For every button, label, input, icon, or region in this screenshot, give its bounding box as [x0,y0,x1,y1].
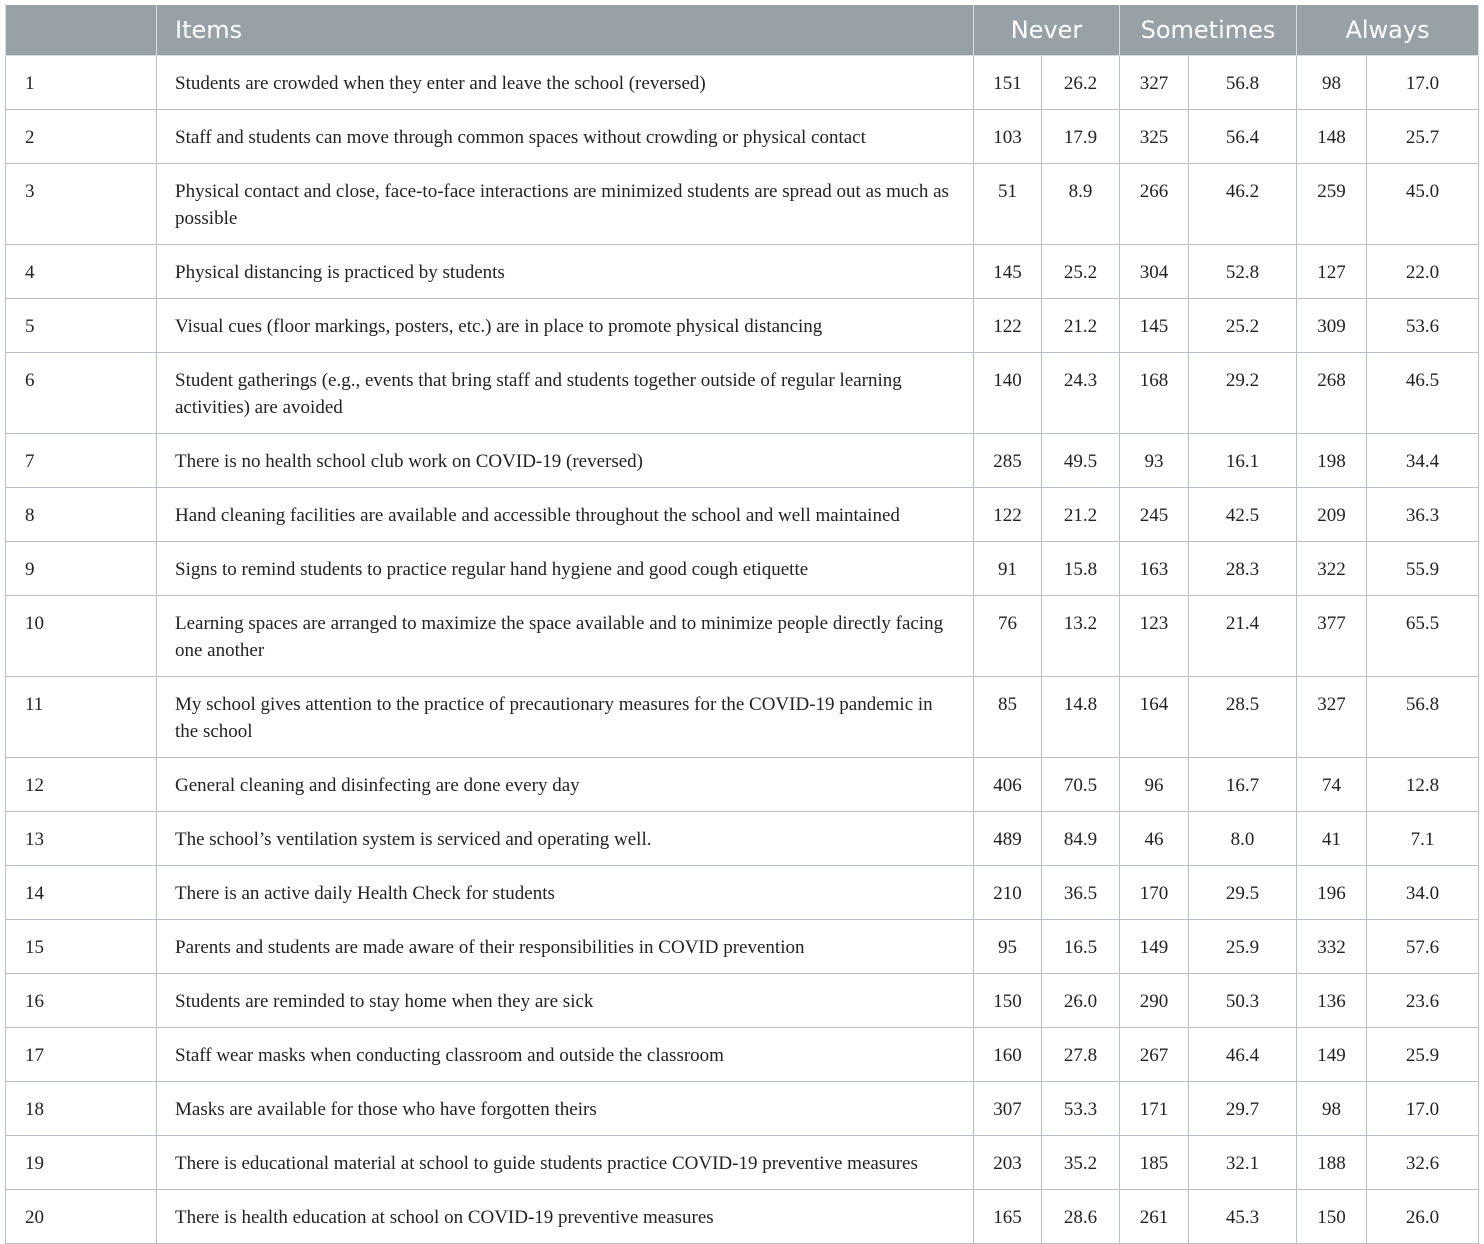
row-number: 1 [6,56,157,110]
sometimes-percent: 29.2 [1189,353,1297,434]
always-count: 98 [1297,56,1367,110]
row-number: 5 [6,299,157,353]
sometimes-percent: 56.8 [1189,56,1297,110]
always-percent: 23.6 [1367,974,1479,1028]
always-count: 98 [1297,1082,1367,1136]
always-count: 327 [1297,677,1367,758]
table-header [6,5,1479,56]
always-percent: 34.4 [1367,434,1479,488]
never-percent: 24.3 [1042,353,1120,434]
row-item-text: There is educational material at school to guide students practice COVID-19 preventive measures [157,1136,974,1190]
never-percent: 8.9 [1042,164,1120,245]
never-percent: 27.8 [1042,1028,1120,1082]
always-count: 41 [1297,812,1367,866]
never-percent: 84.9 [1042,812,1120,866]
always-percent: 26.0 [1367,1190,1479,1244]
sometimes-percent: 52.8 [1189,245,1297,299]
survey-table-container [5,5,1478,1244]
never-percent: 53.3 [1042,1082,1120,1136]
never-percent: 21.2 [1042,488,1120,542]
header-items: Items [157,5,974,56]
table-row [6,56,1479,110]
table-row [6,110,1479,164]
row-number: 4 [6,245,157,299]
row-number: 18 [6,1082,157,1136]
never-count: 203 [974,1136,1042,1190]
header-sometimes: Sometimes [1120,5,1297,56]
header-never: Never [974,5,1120,56]
never-percent: 26.0 [1042,974,1120,1028]
row-item-text: Parents and students are made aware of their responsibilities in COVID prevention [157,920,974,974]
row-item-text: Student gatherings (e.g., events that bring staff and students together outside of regular learning activities) are avoided [157,353,974,434]
row-number: 12 [6,758,157,812]
never-count: 85 [974,677,1042,758]
always-count: 332 [1297,920,1367,974]
never-count: 150 [974,974,1042,1028]
row-number: 15 [6,920,157,974]
row-item-text: Signs to remind students to practice regular hand hygiene and good cough etiquette [157,542,974,596]
always-percent: 36.3 [1367,488,1479,542]
row-number: 9 [6,542,157,596]
row-number: 16 [6,974,157,1028]
sometimes-percent: 56.4 [1189,110,1297,164]
never-count: 76 [974,596,1042,677]
never-count: 122 [974,488,1042,542]
row-number: 6 [6,353,157,434]
table-row [6,542,1479,596]
row-number: 11 [6,677,157,758]
never-percent: 70.5 [1042,758,1120,812]
sometimes-count: 145 [1120,299,1189,353]
sometimes-count: 96 [1120,758,1189,812]
sometimes-percent: 21.4 [1189,596,1297,677]
always-count: 196 [1297,866,1367,920]
always-count: 198 [1297,434,1367,488]
never-count: 103 [974,110,1042,164]
always-count: 268 [1297,353,1367,434]
row-number: 2 [6,110,157,164]
always-count: 377 [1297,596,1367,677]
sometimes-percent: 42.5 [1189,488,1297,542]
table-row [6,677,1479,758]
row-item-text: Masks are available for those who have forgotten theirs [157,1082,974,1136]
sometimes-count: 327 [1120,56,1189,110]
always-percent: 55.9 [1367,542,1479,596]
table-row [6,1190,1479,1244]
always-count: 127 [1297,245,1367,299]
always-count: 150 [1297,1190,1367,1244]
row-item-text: Students are reminded to stay home when they are sick [157,974,974,1028]
table-row [6,1082,1479,1136]
sometimes-percent: 29.5 [1189,866,1297,920]
table-row [6,812,1479,866]
row-number: 10 [6,596,157,677]
table-row [6,488,1479,542]
table-row [6,245,1479,299]
sometimes-count: 266 [1120,164,1189,245]
survey-table [5,5,1479,1244]
sometimes-count: 325 [1120,110,1189,164]
never-count: 307 [974,1082,1042,1136]
never-count: 489 [974,812,1042,866]
sometimes-percent: 32.1 [1189,1136,1297,1190]
table-row [6,299,1479,353]
never-count: 140 [974,353,1042,434]
always-percent: 45.0 [1367,164,1479,245]
table-row [6,920,1479,974]
sometimes-percent: 46.2 [1189,164,1297,245]
row-number: 14 [6,866,157,920]
always-percent: 22.0 [1367,245,1479,299]
never-percent: 26.2 [1042,56,1120,110]
row-item-text: Physical distancing is practiced by students [157,245,974,299]
never-percent: 28.6 [1042,1190,1120,1244]
sometimes-percent: 28.5 [1189,677,1297,758]
table-row [6,758,1479,812]
always-count: 74 [1297,758,1367,812]
table-row [6,596,1479,677]
always-count: 136 [1297,974,1367,1028]
never-count: 51 [974,164,1042,245]
table-row [6,434,1479,488]
row-number: 13 [6,812,157,866]
row-item-text: Physical contact and close, face-to-face interactions are minimized students are spread out as much as possible [157,164,974,245]
row-item-text: Visual cues (floor markings, posters, etc.) are in place to promote physical distancing [157,299,974,353]
sometimes-percent: 25.2 [1189,299,1297,353]
sometimes-percent: 50.3 [1189,974,1297,1028]
sometimes-percent: 46.4 [1189,1028,1297,1082]
row-item-text: There is an active daily Health Check for students [157,866,974,920]
never-count: 95 [974,920,1042,974]
never-percent: 15.8 [1042,542,1120,596]
sometimes-count: 290 [1120,974,1189,1028]
never-count: 285 [974,434,1042,488]
always-percent: 56.8 [1367,677,1479,758]
row-number: 20 [6,1190,157,1244]
table-row [6,1028,1479,1082]
sometimes-count: 123 [1120,596,1189,677]
table-row [6,1136,1479,1190]
sometimes-count: 93 [1120,434,1189,488]
always-percent: 17.0 [1367,1082,1479,1136]
sometimes-count: 261 [1120,1190,1189,1244]
row-number: 7 [6,434,157,488]
row-number: 17 [6,1028,157,1082]
row-number: 8 [6,488,157,542]
never-count: 165 [974,1190,1042,1244]
sometimes-count: 46 [1120,812,1189,866]
never-percent: 35.2 [1042,1136,1120,1190]
never-count: 406 [974,758,1042,812]
sometimes-count: 171 [1120,1082,1189,1136]
sometimes-count: 304 [1120,245,1189,299]
never-count: 145 [974,245,1042,299]
row-item-text: Staff wear masks when conducting classroom and outside the classroom [157,1028,974,1082]
never-percent: 13.2 [1042,596,1120,677]
always-count: 322 [1297,542,1367,596]
sometimes-percent: 28.3 [1189,542,1297,596]
row-number: 19 [6,1136,157,1190]
sometimes-count: 163 [1120,542,1189,596]
row-item-text: Staff and students can move through common spaces without crowding or physical contact [157,110,974,164]
never-count: 151 [974,56,1042,110]
row-item-text: My school gives attention to the practice of precautionary measures for the COVID-19 pandemic in the school [157,677,974,758]
sometimes-count: 170 [1120,866,1189,920]
sometimes-percent: 16.1 [1189,434,1297,488]
never-percent: 21.2 [1042,299,1120,353]
always-percent: 7.1 [1367,812,1479,866]
never-percent: 14.8 [1042,677,1120,758]
sometimes-count: 168 [1120,353,1189,434]
always-percent: 17.0 [1367,56,1479,110]
never-percent: 16.5 [1042,920,1120,974]
row-item-text: There is health education at school on COVID-19 preventive measures [157,1190,974,1244]
table-row [6,164,1479,245]
always-count: 148 [1297,110,1367,164]
header-always: Always [1297,5,1479,56]
always-count: 188 [1297,1136,1367,1190]
never-percent: 49.5 [1042,434,1120,488]
never-percent: 25.2 [1042,245,1120,299]
sometimes-percent: 16.7 [1189,758,1297,812]
never-count: 91 [974,542,1042,596]
never-percent: 36.5 [1042,866,1120,920]
always-percent: 34.0 [1367,866,1479,920]
always-count: 259 [1297,164,1367,245]
row-number: 3 [6,164,157,245]
always-percent: 12.8 [1367,758,1479,812]
never-percent: 17.9 [1042,110,1120,164]
never-count: 210 [974,866,1042,920]
row-item-text: The school’s ventilation system is serviced and operating well. [157,812,974,866]
row-item-text: General cleaning and disinfecting are done every day [157,758,974,812]
row-item-text: Hand cleaning facilities are available and accessible throughout the school and well maintained [157,488,974,542]
always-percent: 53.6 [1367,299,1479,353]
always-percent: 65.5 [1367,596,1479,677]
sometimes-count: 267 [1120,1028,1189,1082]
sometimes-count: 245 [1120,488,1189,542]
row-item-text: Students are crowded when they enter and leave the school (reversed) [157,56,974,110]
always-count: 209 [1297,488,1367,542]
sometimes-count: 164 [1120,677,1189,758]
row-item-text: There is no health school club work on COVID-19 (reversed) [157,434,974,488]
sometimes-percent: 29.7 [1189,1082,1297,1136]
always-count: 149 [1297,1028,1367,1082]
row-item-text: Learning spaces are arranged to maximize the space available and to minimize people directly facing one another [157,596,974,677]
sometimes-count: 185 [1120,1136,1189,1190]
always-percent: 57.6 [1367,920,1479,974]
header-number-cell [6,5,157,56]
sometimes-percent: 45.3 [1189,1190,1297,1244]
sometimes-percent: 25.9 [1189,920,1297,974]
always-percent: 32.6 [1367,1136,1479,1190]
never-count: 122 [974,299,1042,353]
table-body [6,56,1479,1244]
table-row [6,866,1479,920]
table-row [6,353,1479,434]
always-percent: 25.9 [1367,1028,1479,1082]
table-row [6,974,1479,1028]
sometimes-percent: 8.0 [1189,812,1297,866]
always-percent: 25.7 [1367,110,1479,164]
always-count: 309 [1297,299,1367,353]
never-count: 160 [974,1028,1042,1082]
always-percent: 46.5 [1367,353,1479,434]
sometimes-count: 149 [1120,920,1189,974]
